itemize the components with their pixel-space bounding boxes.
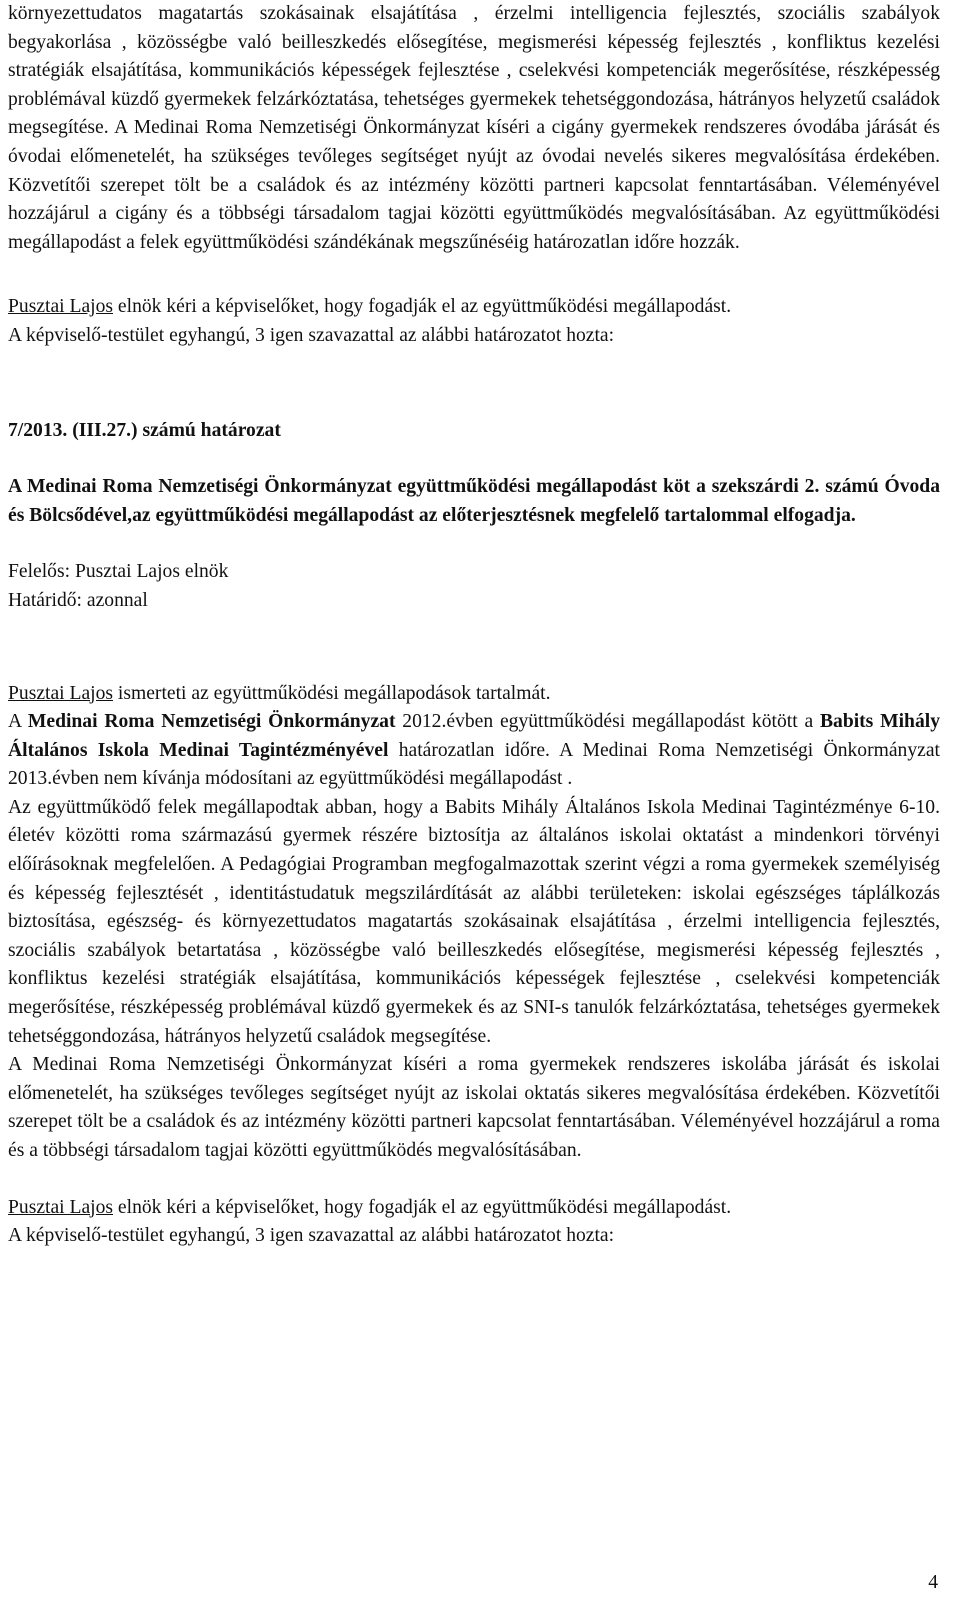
spacer	[8, 652, 940, 680]
resolution-text: A Medinai Roma Nemzetiségi Önkormányzat együttműködési megállapodást köt a szekszárdi 2. számú Óvoda és Bölcsődével,az együttműködési megállapodást az előterjesztésnek megfelelő tartalommal elfogadja.	[8, 476, 940, 526]
spacer	[8, 530, 940, 558]
school-agreement-paragraph	[8, 708, 940, 794]
school-agreement-intro	[8, 680, 940, 709]
request-text: elnök kéri a képviselőket, hogy fogadják el az együttműködési megállapodást.	[113, 296, 732, 318]
page-number: 4	[928, 1572, 938, 1593]
text-run: A	[8, 711, 28, 733]
school-agreement-support: A Medinai Roma Nemzetiségi Önkormányzat kíséri a roma gyermekek rendszeres iskolába járását és iskolai előmenetelét, ha szükséges tevőleges segítséget nyújt az iskolai oktatás sikeres megvalósítása érdekében. Közvetítői szerepet tölt be a családok és az intézmény közötti partneri kapcsolat fenntartásában. Véleményével hozzájárul a roma és a többségi társadalom tagjai közötti együttműködés megvalósításában.	[8, 1054, 940, 1161]
intro-text: ismerteti az együttműködési megállapodások tartalmát.	[113, 682, 551, 704]
resolution-number: 7/2013. (III.27.)	[8, 419, 138, 441]
vote-line-2: A képviselő-testület egyhangú, 3 igen szavazattal az alábbi határozatot hozta:	[8, 1225, 615, 1247]
resolution-title	[8, 417, 940, 446]
deadline-line: Határidő: azonnal	[8, 589, 148, 611]
chair-name: Pusztai Lajos	[8, 296, 114, 318]
spacer	[8, 616, 940, 652]
responsible-line: Felelős: Pusztai Lajos elnök	[8, 561, 229, 583]
request-paragraph-1	[8, 293, 940, 322]
spacer	[8, 257, 940, 293]
spacer	[8, 351, 940, 387]
organization-name: Medinai Roma Nemzetiségi Önkormányzat	[27, 711, 396, 733]
spacer	[8, 387, 940, 415]
school-agreement-content: Az együttműködő felek megállapodtak abban, hogy a Babits Mihály Általános Iskola Medinai Tagintézménye 6-10. életév közötti roma származású gyermek részére biztosítja az általános iskolai oktatást a mindenkori törvényi előírásoknak megfelelően. A Pedagógiai Programban megfogalmazottak szerint végzi a roma gyermekek személyiség és képesség fejlesztését , identitástudatuk megszilárdítását az alábbi területeken: iskolai egészséges táplálkozás biztosítása, egészség- és környezettudatos magatartás szokásainak elsajátítása , érzelmi intelligencia fejlesztés, szociális szabályok betartatása , közösségbe való beilleszkedés elősegítése, megismerési képesség fejlesztés , konfliktus kezelési stratégiák elsajátítása, kommunikációs képességek fejlesztése , cselekvési kompetenciák megerősítése, részképesség problémával küzdő gyermekek és az SNI-s tanulók felzárkóztatása, tehetséges gyermekek tehetséggondozása, hátrányos helyzetű családok megsegítése.	[8, 796, 940, 1047]
spacer	[8, 445, 940, 473]
request-text: elnök kéri a képviselőket, hogy fogadják el az együttműködési megállapodást.	[113, 1196, 732, 1218]
spacer	[8, 1166, 940, 1194]
text-run: határozatlan időre. A Medinai Roma Nemzetiségi Önkormányzat 2013.évben nem kívánja módosítani az együttműködési megállapodást .	[8, 739, 940, 790]
chair-name: Pusztai Lajos	[8, 1196, 114, 1218]
request-paragraph-2	[8, 1194, 940, 1223]
resolution-label: számú határozat	[137, 419, 281, 441]
school-name: Babits Mihály Általános Iskola Medinai Tagintézményével	[8, 711, 940, 761]
chair-name: Pusztai Lajos	[8, 682, 114, 704]
paragraph-kindergarten-agreement: környezettudatos magatartás szokásainak elsajátítása , érzelmi intelligencia fejlesztés, szociális szabályok begyakorlása , közösségbe való beilleszkedés elősegítése, megismerési képesség fejlesztés , konfliktus kezelési stratégiák elsajátítása, kommunikációs képességek fejlesztése , cselekvési kompetenciák megerősítése, részképesség problémával küzdő gyermekek felzárkóztatása, tehetséges gyermekek tehetséggondozása, hátrányos helyzetű családok megsegítése. A Medinai Roma Nemzetiségi Önkormányzat kíséri a cigány gyermekek rendszeres óvodába járását és óvodai előmenetelét, ha szükséges tevőleges segítséget nyújt az óvodai nevelés sikeres megvalósítása érdekében. Közvetítői szerepet tölt be a családok és az intézmény közötti partneri kapcsolat fenntartásában. Véleményével hozzájárul a cigány és a többségi társadalom tagjai közötti együttműködés megvalósításában. Az együttműködési megállapodást a felek együttműködési szándékának megszűnéséig határozatlan időre hozzák.	[8, 3, 940, 253]
vote-line-1: A képviselő-testület egyhangú, 3 igen szavazattal az alábbi határozatot hozta:	[8, 324, 615, 346]
text-run: 2012.évben együttműködési megállapodást kötött a	[395, 711, 820, 733]
